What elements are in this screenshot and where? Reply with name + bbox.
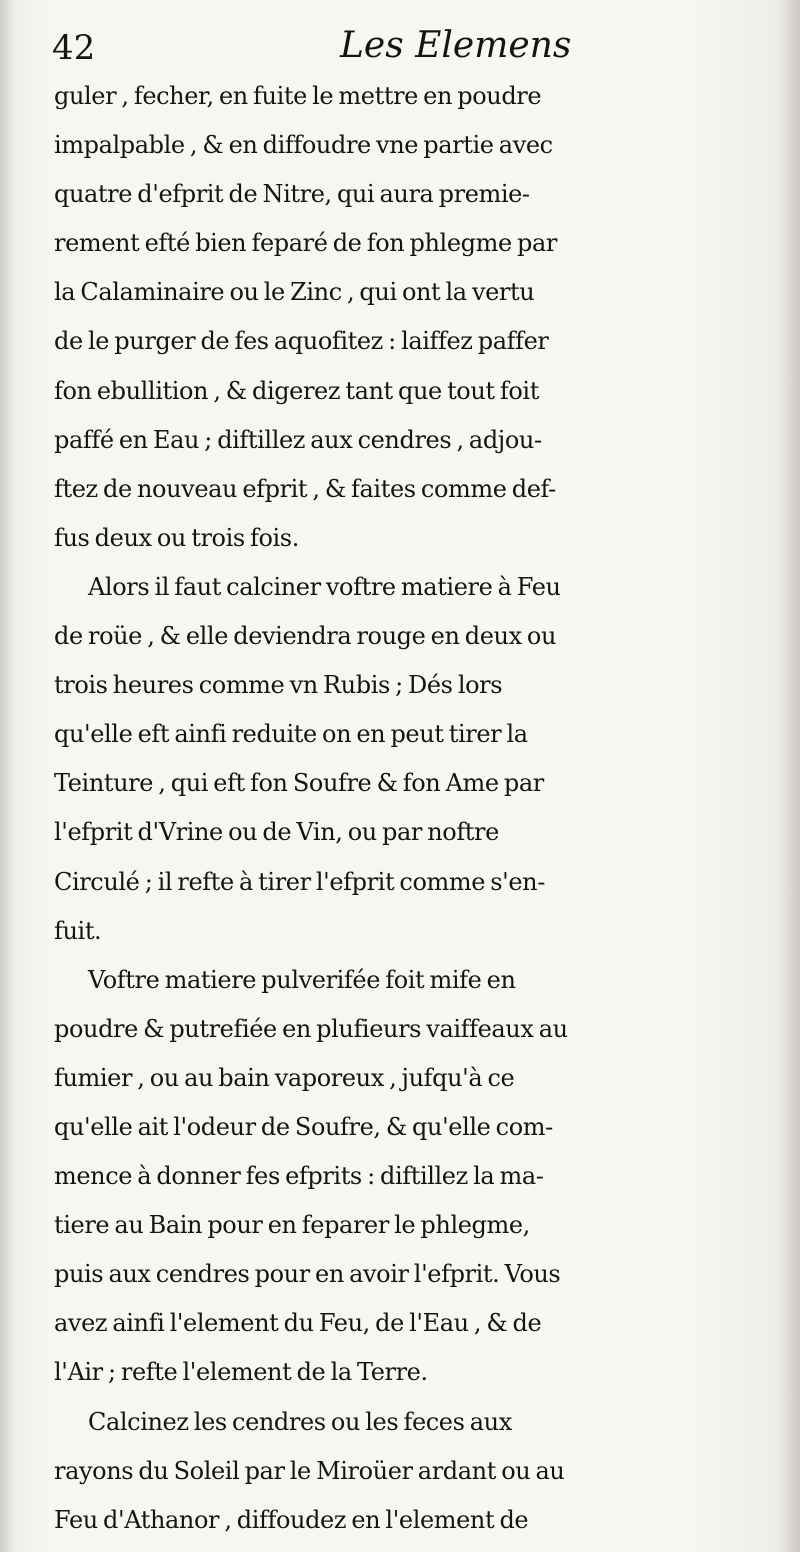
text-line: fuit. (54, 916, 102, 945)
text-line: qu'elle ait l'odeur de Soufre, & qu'elle com- (54, 1112, 553, 1141)
text-line: Calcinez les cendres ou les feces aux (88, 1407, 512, 1436)
text-line: Teinture , qui eft fon Soufre & fon Ame par (54, 769, 544, 798)
text-line: fus deux ou trois fois. (54, 523, 299, 552)
text-line: Circulé ; il refte à tirer l'efprit comme s'en- (54, 867, 545, 896)
text-line: Alors il faut calciner voftre matiere à Feu (88, 572, 561, 601)
text-line: puis aux cendres pour en avoir l'efprit. Vous (54, 1260, 561, 1289)
text-line: mence à donner fes efprits : diftillez la ma- (54, 1162, 544, 1191)
text-line: trois heures comme vn Rubis ; Dés lors (54, 671, 503, 700)
text-line: ftez de nouveau efprit , & faites comme def- (54, 474, 556, 503)
text-line: quatre d'efprit de Nitre, qui aura premie- (54, 180, 530, 209)
text-line: avez ainfi l'element du Feu, de l'Eau , & de (54, 1309, 542, 1338)
running-head (52, 22, 772, 74)
text-line: l'efprit d'Vrine ou de Vin, ou par noftre (54, 818, 499, 847)
text-line: l'Air ; refte l'element de la Terre. (54, 1358, 428, 1387)
text-line: poudre & putrefiée en plufieurs vaiffeaux au (54, 1014, 568, 1043)
body-text (54, 72, 774, 1545)
text-line: rement efté bien feparé de fon phlegme par (54, 229, 557, 258)
page-left-edge (0, 0, 14, 1552)
text-line: qu'elle eft ainfi reduite on en peut tirer la (54, 720, 528, 749)
text-line: Feu d'Athanor , diffoudez en l'element de (54, 1505, 529, 1534)
text-line: fumier , ou au bain vaporeux , jufqu'à ce (54, 1063, 515, 1092)
text-line: tiere au Bain pour en feparer le phlegme, (54, 1211, 530, 1240)
text-line: guler , fecher, en fuite le mettre en poudre (54, 82, 542, 110)
text-line: paffé en Eau ; diftillez aux cendres , adjou- (54, 425, 542, 454)
text-line: de roüe , & elle deviendra rouge en deux ou (54, 622, 557, 651)
page-number: 42 (52, 28, 96, 68)
text-line: la Calaminaire ou le Zinc , qui ont la vertu (54, 278, 535, 307)
text-line: impalpable , & en diffoudre vne partie avec (54, 131, 553, 160)
text-line: de le purger de fes aquofitez : laiffez paffer (54, 327, 549, 356)
text-line: rayons du Soleil par le Miroüer ardant ou au (54, 1456, 565, 1485)
text-line: fon ebullition , & digerez tant que tout foit (54, 376, 539, 405)
running-title: Les Elemens (340, 25, 572, 66)
page-right-edge (778, 0, 800, 1552)
text-line: Voftre matiere pulverifée foit mife en (88, 965, 516, 994)
